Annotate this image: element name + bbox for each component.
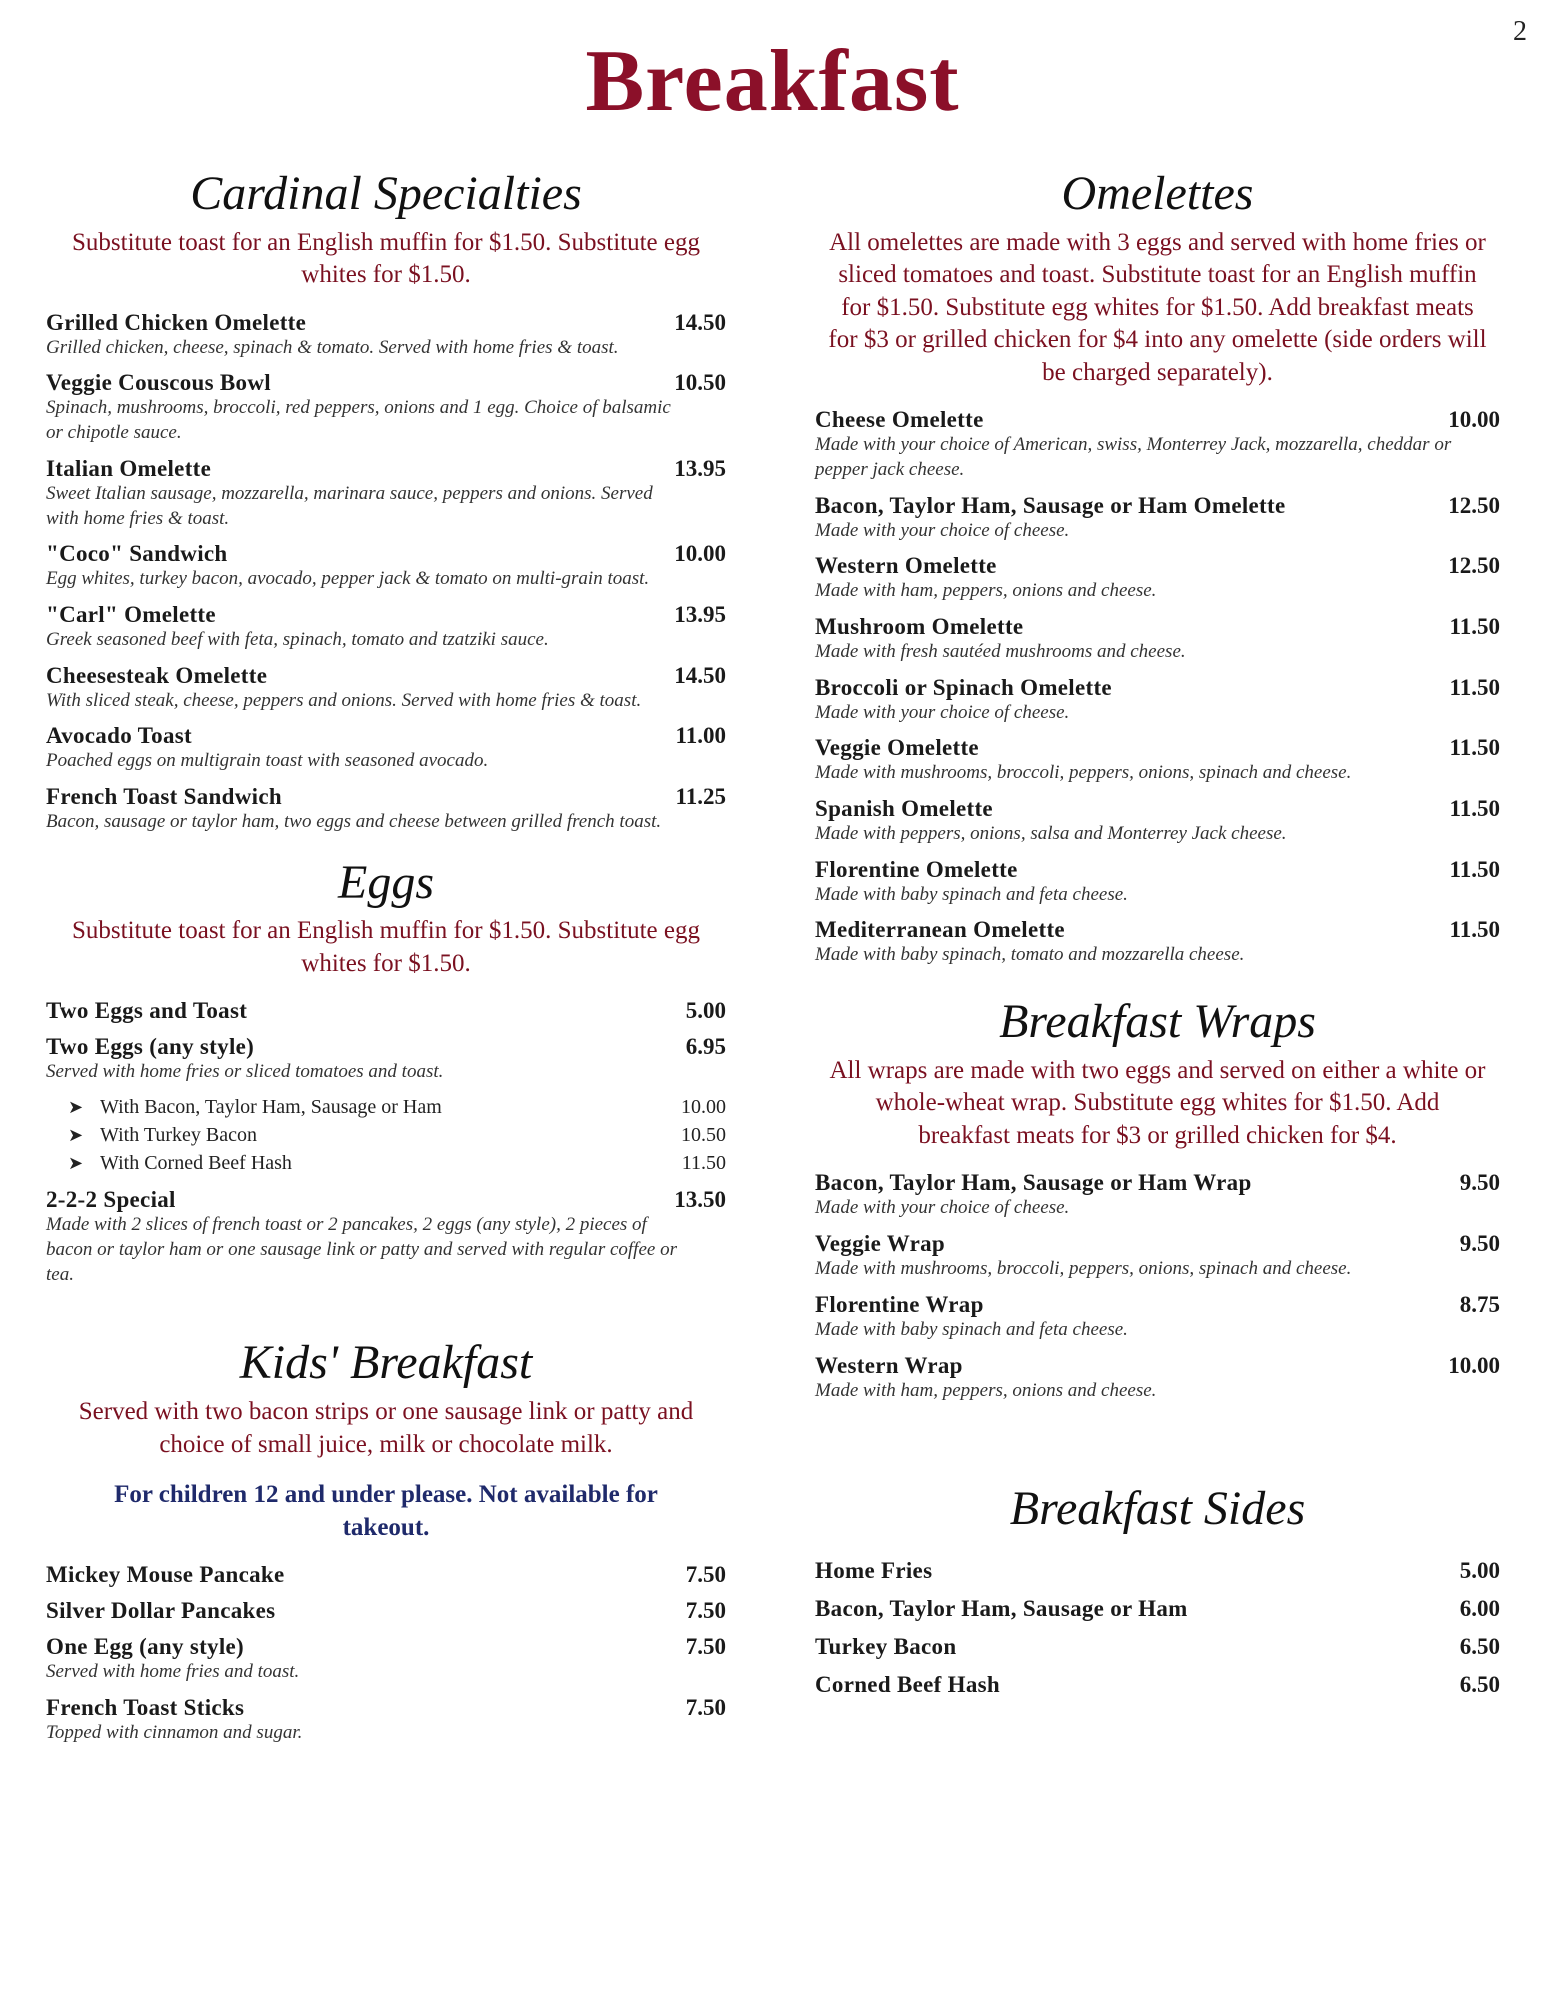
item-name: Bacon, Taylor Ham, Sausage or Ham — [815, 1596, 1188, 1622]
item-description: Made with mushrooms, broccoli, peppers, onions, spinach and cheese. — [815, 762, 1352, 784]
menu-item — [46, 1598, 726, 1624]
item-description: Made with fresh sautéed mushrooms and cheese. — [815, 641, 1186, 663]
item-name: Spanish Omelette — [815, 796, 993, 822]
menu-item — [815, 407, 1500, 482]
item-description: Poached eggs on multigrain toast with seasoned avocado. — [46, 750, 489, 772]
section-note-restriction: For children 12 and under please. Not available for takeout. — [114, 1481, 658, 1541]
section-note: Served with two bacon strips or one sausage link or patty and choice of small juice, milk or chocolate milk. — [78, 1398, 694, 1458]
item-price: 12.50 — [1448, 492, 1500, 518]
item-name: 2-2-2 Special — [46, 1187, 176, 1213]
item-price: 6.50 — [1459, 1634, 1500, 1660]
menu-item — [815, 553, 1500, 604]
item-name: Western Wrap — [815, 1352, 963, 1378]
item-price: 9.50 — [1459, 1231, 1500, 1257]
eggs-section — [46, 857, 726, 1288]
item-price: 10.50 — [674, 370, 726, 396]
add-on-price: 10.00 — [681, 1096, 726, 1119]
item-name: One Egg (any style) — [46, 1634, 244, 1660]
item-name: Italian Omelette — [46, 455, 212, 481]
item-name: Western Omelette — [815, 553, 997, 579]
arrow-bullet-icon: ➤ — [68, 1153, 84, 1174]
menu-item — [815, 1353, 1500, 1404]
item-name: French Toast Sticks — [46, 1694, 245, 1720]
menu-item — [46, 663, 726, 714]
item-price: 11.50 — [1449, 917, 1500, 943]
add-on-name: With Turkey Bacon — [100, 1124, 257, 1147]
item-price: 10.00 — [674, 541, 726, 567]
item-description: Made with peppers, onions, salsa and Monterrey Jack cheese. — [815, 823, 1287, 845]
item-price: 5.00 — [1459, 1558, 1500, 1584]
item-price: 7.50 — [685, 1562, 726, 1588]
section-title: Omelettes — [1061, 167, 1254, 220]
item-price: 11.50 — [1449, 856, 1500, 882]
menu-item — [46, 1034, 726, 1177]
item-price: 12.50 — [1448, 553, 1500, 579]
item-price: 10.00 — [1448, 1352, 1500, 1378]
omelettes-section — [815, 168, 1500, 968]
section-title: Eggs — [338, 855, 434, 909]
section-title: Breakfast Wraps — [999, 995, 1316, 1049]
item-description: Made with baby spinach, tomato and mozzarella cheese. — [815, 944, 1245, 966]
menu-item — [815, 493, 1500, 544]
section-note: Substitute toast for an English muffin for $1.50. Substitute egg whites for $1.50. — [72, 228, 700, 289]
menu-item — [46, 456, 726, 531]
item-price: 6.95 — [685, 1034, 726, 1060]
item-name: Veggie Omelette — [815, 735, 979, 761]
item-description: Made with ham, peppers, onions and cheese. — [815, 580, 1157, 602]
item-price: 14.50 — [674, 662, 726, 688]
item-description: Bacon, sausage or taylor ham, two eggs and cheese between grilled french toast. — [46, 810, 662, 832]
item-description: Made with your choice of cheese. — [815, 701, 1070, 723]
item-price: 11.25 — [675, 783, 726, 809]
add-on-price: 10.50 — [681, 1124, 726, 1147]
add-on-list — [46, 1093, 726, 1177]
item-description: Made with your choice of cheese. — [815, 1197, 1070, 1219]
add-on-item — [68, 1149, 726, 1177]
item-price: 14.50 — [674, 309, 726, 335]
item-name: "Carl" Omelette — [46, 601, 216, 627]
breakfast-sides-section — [815, 1483, 1500, 1698]
item-name: Mushroom Omelette — [815, 614, 1024, 640]
item-name: Turkey Bacon — [815, 1634, 957, 1660]
item-description: Made with your choice of American, swiss, Monterrey Jack, mozzarella, cheddar or pepper jack cheese. — [815, 434, 1452, 480]
item-price: 13.50 — [674, 1187, 726, 1213]
item-description: Topped with cinnamon and sugar. — [46, 1721, 303, 1743]
item-description: Grilled chicken, cheese, spinach & tomato. Served with home fries & toast. — [46, 336, 619, 358]
add-on-price: 11.50 — [681, 1152, 726, 1175]
item-name: Cheesesteak Omelette — [46, 662, 268, 688]
section-title: Kids' Breakfast — [239, 1336, 533, 1390]
item-description: Sweet Italian sausage, mozzarella, marinara sauce, peppers and onions. Served with home fries & toast. — [46, 482, 653, 529]
menu-item — [815, 735, 1500, 786]
item-name: Bacon, Taylor Ham, Sausage or Ham Omelette — [815, 492, 1286, 518]
item-description: Made with baby spinach and feta cheese. — [815, 883, 1128, 905]
menu-item — [46, 723, 726, 774]
section-title: Breakfast Sides — [1009, 1482, 1306, 1536]
item-name: Florentine Omelette — [815, 856, 1018, 882]
item-price: 6.50 — [1459, 1672, 1500, 1698]
left-column — [46, 168, 726, 1755]
item-price: 13.95 — [674, 455, 726, 481]
item-name: Avocado Toast — [46, 723, 192, 749]
section-note: All omelettes are made with 3 eggs and served with home fries or sliced tomatoes and toast. Substitute toast for an English muffin for $1.50. Substitute egg whites for $1.50. Add breakfast meats for $3 or grilled chicken for $4 into any omelette (side orders will be charged separately). — [828, 228, 1487, 386]
item-price: 11.50 — [1449, 735, 1500, 761]
add-on-item — [68, 1121, 726, 1149]
item-name: Mediterranean Omelette — [815, 917, 1065, 943]
item-name: "Coco" Sandwich — [46, 541, 228, 567]
add-on-name: With Corned Beef Hash — [100, 1152, 292, 1175]
side-item — [815, 1672, 1500, 1698]
menu-item — [815, 857, 1500, 908]
arrow-bullet-icon: ➤ — [68, 1125, 84, 1146]
item-name: Silver Dollar Pancakes — [46, 1598, 276, 1624]
item-name: Bacon, Taylor Ham, Sausage or Ham Wrap — [815, 1170, 1252, 1196]
menu-item — [46, 1187, 726, 1287]
side-item — [815, 1558, 1500, 1584]
breakfast-wraps-section — [815, 996, 1500, 1403]
item-price: 7.50 — [685, 1634, 726, 1660]
menu-item — [46, 998, 726, 1024]
item-price: 8.75 — [1459, 1291, 1500, 1317]
section-note: Substitute toast for an English muffin for $1.50. Substitute egg whites for $1.50. — [72, 917, 700, 977]
item-price: 10.00 — [1448, 407, 1500, 433]
item-price: 11.50 — [1449, 674, 1500, 700]
menu-item — [815, 1170, 1500, 1221]
item-price: 11.50 — [1449, 796, 1500, 822]
item-name: Grilled Chicken Omelette — [46, 309, 307, 335]
section-note: All wraps are made with two eggs and served on either a white or whole-wheat wrap. Substitute egg whites for $1.50. Add breakfast meats for $3 or grilled chicken for $4. — [829, 1056, 1486, 1149]
item-name: Two Eggs (any style) — [46, 1034, 255, 1060]
section-title: Cardinal Specialties — [190, 167, 582, 220]
item-description: With sliced steak, cheese, peppers and onions. Served with home fries & toast. — [46, 689, 642, 711]
item-price: 6.00 — [1459, 1596, 1500, 1622]
item-name: Cheese Omelette — [815, 407, 984, 433]
item-description: Made with mushrooms, broccoli, peppers, onions, spinach and cheese. — [815, 1258, 1352, 1280]
item-price: 11.50 — [1449, 614, 1500, 640]
kids-breakfast-section — [46, 1337, 726, 1745]
menu-item — [815, 614, 1500, 665]
item-price: 7.50 — [685, 1598, 726, 1624]
item-description: Made with ham, peppers, onions and cheese. — [815, 1379, 1157, 1401]
menu-item — [815, 1231, 1500, 1282]
item-name: Home Fries — [815, 1558, 933, 1584]
item-description: Spinach, mushrooms, broccoli, red peppers, onions and 1 egg. Choice of balsamic or chipotle sauce. — [46, 397, 671, 444]
item-price: 5.00 — [685, 998, 726, 1024]
add-on-name: With Bacon, Taylor Ham, Sausage or Ham — [100, 1096, 442, 1119]
arrow-bullet-icon: ➤ — [68, 1097, 84, 1118]
item-price: 9.50 — [1459, 1170, 1500, 1196]
side-item — [815, 1596, 1500, 1622]
menu-item — [815, 796, 1500, 847]
item-description: Made with baby spinach and feta cheese. — [815, 1318, 1128, 1340]
side-item — [815, 1634, 1500, 1660]
menu-item — [815, 1292, 1500, 1343]
item-name: Veggie Couscous Bowl — [46, 370, 271, 396]
menu-item — [46, 310, 726, 361]
menu-item — [46, 1695, 726, 1746]
menu-item — [46, 1562, 726, 1588]
menu-item — [815, 917, 1500, 968]
menu-item — [46, 602, 726, 653]
menu-item — [46, 370, 726, 445]
item-description: Served with home fries or sliced tomatoes and toast. — [46, 1061, 444, 1083]
right-column — [815, 168, 1500, 1710]
menu-item — [815, 675, 1500, 726]
menu-item — [46, 784, 726, 835]
menu-item — [46, 541, 726, 592]
item-name: Mickey Mouse Pancake — [46, 1562, 285, 1588]
page-number: 2 — [1513, 16, 1527, 47]
item-name: Florentine Wrap — [815, 1291, 984, 1317]
item-name: Broccoli or Spinach Omelette — [815, 674, 1112, 700]
item-description: Egg whites, turkey bacon, avocado, pepper jack & tomato on multi-grain toast. — [46, 568, 650, 590]
menu-item — [46, 1634, 726, 1685]
item-description: Made with 2 slices of french toast or 2 pancakes, 2 eggs (any style), 2 pieces of bacon or taylor ham or one sausage link or patty and served with regular coffee or tea. — [46, 1214, 677, 1285]
item-price: 13.95 — [674, 601, 726, 627]
item-name: Two Eggs and Toast — [46, 998, 248, 1024]
cardinal-specialties-section — [46, 168, 726, 835]
item-price: 7.50 — [685, 1694, 726, 1720]
add-on-item — [68, 1093, 726, 1121]
item-description: Made with your choice of cheese. — [815, 519, 1070, 541]
item-name: Veggie Wrap — [815, 1231, 946, 1257]
item-description: Greek seasoned beef with feta, spinach, tomato and tzatziki sauce. — [46, 628, 549, 650]
item-name: French Toast Sandwich — [46, 783, 282, 809]
item-price: 11.00 — [675, 723, 726, 749]
item-description: Served with home fries and toast. — [46, 1661, 300, 1683]
item-name: Corned Beef Hash — [815, 1672, 1000, 1698]
page-title: Breakfast — [585, 33, 960, 130]
